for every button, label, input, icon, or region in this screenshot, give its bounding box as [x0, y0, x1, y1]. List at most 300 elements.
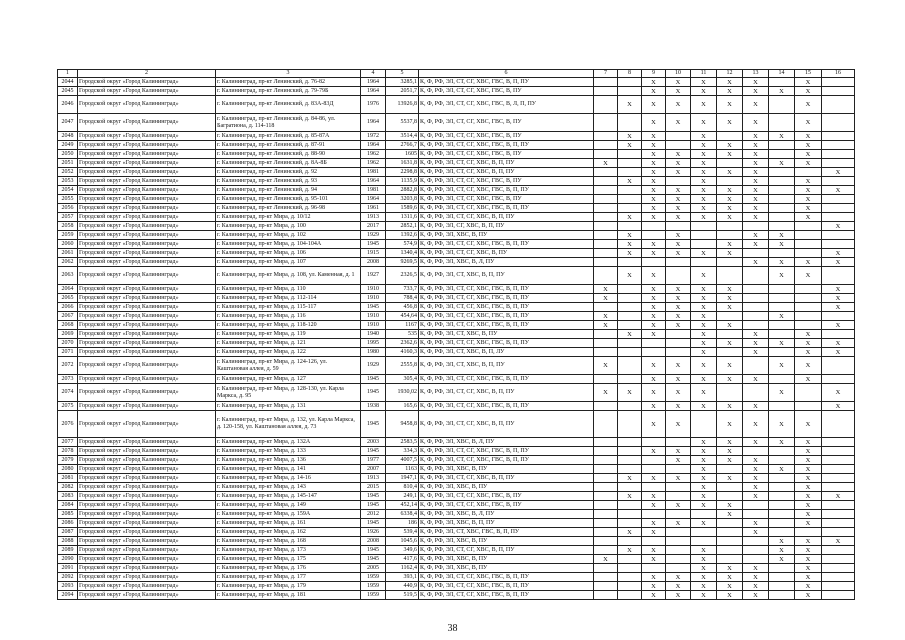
- mark-cell: [717, 384, 743, 402]
- mark-cell: X: [743, 213, 769, 222]
- year-cell: 1995: [361, 339, 386, 348]
- year-cell: 1945: [361, 546, 386, 555]
- mark-cell: X: [795, 357, 822, 375]
- area-cell: 440,9: [386, 582, 419, 591]
- document-table-container: [57, 69, 854, 600]
- address-cell: г. Калининград, пр-кт Ленинский, д. 76-82: [216, 78, 361, 87]
- mark-cell: [717, 132, 743, 141]
- table-row: [58, 555, 855, 564]
- mark-cell: [594, 465, 618, 474]
- area-cell: 2852,1: [386, 222, 419, 231]
- mark-cell: [717, 546, 743, 555]
- table-row: [58, 159, 855, 168]
- row-number-cell: 2087: [58, 528, 78, 537]
- mark-cell: X: [795, 501, 822, 510]
- row-number-cell: 2086: [58, 519, 78, 528]
- mark-cell: X: [666, 213, 691, 222]
- mark-cell: [795, 294, 822, 303]
- row-number-cell: 2079: [58, 456, 78, 465]
- mark-cell: [594, 330, 618, 339]
- mark-cell: X: [795, 492, 822, 501]
- mark-cell: X: [691, 141, 717, 150]
- area-cell: 4007,5: [386, 456, 419, 465]
- address-cell: г. Калининград, пр-кт Ленинский, д. 93: [216, 177, 361, 186]
- mark-cell: X: [618, 546, 642, 555]
- district-cell: Городской округ «Город Калининград»: [78, 357, 216, 375]
- mark-cell: X: [691, 186, 717, 195]
- mark-cell: X: [642, 555, 666, 564]
- mark-cell: X: [691, 339, 717, 348]
- services-cell: К, Ф, РФ, ЭЛ, СТ, СГ, ХВС, ГВС, В, П, ПУ: [419, 582, 594, 591]
- mark-cell: [769, 519, 795, 528]
- mark-cell: [618, 195, 642, 204]
- mark-cell: [769, 222, 795, 231]
- area-cell: 1045,6: [386, 537, 419, 546]
- table-row: [58, 438, 855, 447]
- table-row: [58, 132, 855, 141]
- year-cell: 1940: [361, 330, 386, 339]
- mark-cell: X: [691, 546, 717, 555]
- area-cell: 1135,9: [386, 177, 419, 186]
- mark-cell: [618, 402, 642, 411]
- mark-cell: X: [717, 249, 743, 258]
- mark-cell: X: [717, 438, 743, 447]
- year-cell: 2008: [361, 258, 386, 267]
- mark-cell: X: [618, 213, 642, 222]
- mark-cell: X: [642, 573, 666, 582]
- area-cell: 2326,5: [386, 267, 419, 285]
- table-row: [58, 492, 855, 501]
- year-cell: 1964: [361, 114, 386, 132]
- mark-cell: X: [666, 582, 691, 591]
- mark-cell: [594, 582, 618, 591]
- district-cell: Городской округ «Город Калининград»: [78, 222, 216, 231]
- mark-cell: [594, 492, 618, 501]
- services-cell: К, Ф, РФ, ЭЛ, ХВС, В, ПУ: [419, 537, 594, 546]
- mark-cell: [743, 321, 769, 330]
- mark-cell: X: [642, 150, 666, 159]
- mark-cell: X: [594, 357, 618, 375]
- area-cell: 2555,8: [386, 357, 419, 375]
- address-cell: г. Калининград, пр-кт Мира, д. 112-114: [216, 294, 361, 303]
- services-cell: К, Ф, РФ, ЭЛ, СТ, СГ, ХВС, ГВС, В, П, ПУ: [419, 402, 594, 411]
- mark-cell: X: [717, 78, 743, 87]
- mark-cell: X: [666, 501, 691, 510]
- mark-cell: [822, 141, 855, 150]
- mark-cell: [822, 528, 855, 537]
- mark-cell: X: [691, 564, 717, 573]
- year-cell: 1972: [361, 132, 386, 141]
- mark-cell: [618, 573, 642, 582]
- mark-cell: X: [691, 285, 717, 294]
- mark-cell: X: [618, 240, 642, 249]
- mark-cell: [769, 348, 795, 357]
- area-cell: 1311,6: [386, 213, 419, 222]
- table-row: [58, 474, 855, 483]
- mark-cell: X: [822, 294, 855, 303]
- mark-cell: X: [642, 321, 666, 330]
- address-cell: г. Калининград, пр-кт Ленинский, д. 95-101: [216, 195, 361, 204]
- mark-cell: X: [642, 114, 666, 132]
- mark-cell: X: [743, 177, 769, 186]
- mark-cell: [666, 267, 691, 285]
- header-cell: 10: [666, 70, 691, 78]
- mark-cell: [642, 438, 666, 447]
- address-cell: г. Калининград, пр-кт Мира, д. 108, ул. Каменная, д. 1: [216, 267, 361, 285]
- mark-cell: [594, 132, 618, 141]
- services-cell: К, Ф, РФ, ЭЛ, СТ, СГ, ХВС, ГВС, В, ПУ: [419, 132, 594, 141]
- mark-cell: X: [594, 321, 618, 330]
- mark-cell: [822, 438, 855, 447]
- mark-cell: [594, 411, 618, 438]
- mark-cell: X: [743, 582, 769, 591]
- mark-cell: X: [795, 555, 822, 564]
- year-cell: 2005: [361, 564, 386, 573]
- year-cell: 1945: [361, 240, 386, 249]
- mark-cell: X: [743, 492, 769, 501]
- mark-cell: X: [743, 564, 769, 573]
- mark-cell: X: [822, 492, 855, 501]
- mark-cell: [691, 231, 717, 240]
- mark-cell: X: [795, 591, 822, 600]
- mark-cell: X: [795, 438, 822, 447]
- mark-cell: X: [769, 555, 795, 564]
- mark-cell: X: [769, 231, 795, 240]
- mark-cell: X: [795, 348, 822, 357]
- address-cell: г. Калининград, пр-кт Мира, д. 149: [216, 501, 361, 510]
- mark-cell: [822, 546, 855, 555]
- mark-cell: X: [691, 591, 717, 600]
- district-cell: Городской округ «Город Калининград»: [78, 312, 216, 321]
- table-row: [58, 501, 855, 510]
- mark-cell: X: [822, 186, 855, 195]
- mark-cell: [743, 294, 769, 303]
- table-row: [58, 96, 855, 114]
- mark-cell: [594, 564, 618, 573]
- year-cell: 1910: [361, 312, 386, 321]
- table-row: [58, 249, 855, 258]
- address-cell: г. Калининград, пр-кт Ленинский, д. 92: [216, 168, 361, 177]
- mark-cell: [666, 330, 691, 339]
- table-row: [58, 312, 855, 321]
- mark-cell: [594, 204, 618, 213]
- year-cell: 1945: [361, 555, 386, 564]
- row-number-cell: 2084: [58, 501, 78, 510]
- mark-cell: X: [691, 78, 717, 87]
- mark-cell: X: [795, 483, 822, 492]
- table-row: [58, 222, 855, 231]
- mark-cell: X: [769, 87, 795, 96]
- row-number-cell: 2077: [58, 438, 78, 447]
- mark-cell: X: [717, 402, 743, 411]
- mark-cell: X: [618, 474, 642, 483]
- year-cell: 1980: [361, 348, 386, 357]
- services-cell: К, Ф, РФ, ЭЛ, СТ, СГ, ХВС, В, П, ПУ: [419, 546, 594, 555]
- mark-cell: X: [642, 501, 666, 510]
- district-cell: Городской округ «Город Калининград»: [78, 132, 216, 141]
- mark-cell: [743, 501, 769, 510]
- address-cell: г. Калининград, пр-кт Ленинский, д. 88-90: [216, 150, 361, 159]
- row-number-cell: 2065: [58, 294, 78, 303]
- mark-cell: X: [691, 465, 717, 474]
- table-row: [58, 168, 855, 177]
- services-cell: К, Ф, РФ, ЭЛ, СГ, ХВС, В, П, ПУ: [419, 222, 594, 231]
- mark-cell: [822, 87, 855, 96]
- row-number-cell: 2094: [58, 591, 78, 600]
- mark-cell: X: [594, 285, 618, 294]
- row-number-cell: 2085: [58, 510, 78, 519]
- mark-cell: X: [594, 294, 618, 303]
- area-cell: 1631,8: [386, 159, 419, 168]
- mark-cell: X: [743, 132, 769, 141]
- services-cell: К, Ф, РФ, ЭЛ, СТ, СГ, ХВС, ГВС, В, П, ПУ: [419, 186, 594, 195]
- mark-cell: [769, 330, 795, 339]
- area-cell: 3285,1: [386, 78, 419, 87]
- mark-cell: [666, 546, 691, 555]
- mark-cell: [795, 528, 822, 537]
- district-cell: Городской округ «Город Калининград»: [78, 141, 216, 150]
- mark-cell: [666, 222, 691, 231]
- row-number-cell: 2069: [58, 330, 78, 339]
- mark-cell: X: [743, 87, 769, 96]
- row-number-cell: 2071: [58, 348, 78, 357]
- mark-cell: X: [642, 249, 666, 258]
- area-cell: 1167: [386, 321, 419, 330]
- mark-cell: [769, 204, 795, 213]
- services-cell: К, Ф, РФ, ЭЛ, СТ, ХВС, В, П, ПУ: [419, 267, 594, 285]
- year-cell: 1945: [361, 447, 386, 456]
- mark-cell: [594, 249, 618, 258]
- mark-cell: X: [717, 501, 743, 510]
- district-cell: Городской округ «Город Калининград»: [78, 573, 216, 582]
- mark-cell: X: [743, 150, 769, 159]
- mark-cell: X: [717, 168, 743, 177]
- mark-cell: [642, 231, 666, 240]
- area-cell: 9458,8: [386, 411, 419, 438]
- area-cell: 13926,8: [386, 96, 419, 114]
- mark-cell: X: [795, 78, 822, 87]
- year-cell: 1959: [361, 591, 386, 600]
- year-cell: 1976: [361, 96, 386, 114]
- mark-cell: [594, 456, 618, 465]
- mark-cell: [642, 483, 666, 492]
- services-cell: К, Ф, РФ, ЭЛ, СТ, СГ, ХВС, ГВС, В, ПУ: [419, 492, 594, 501]
- mark-cell: [795, 312, 822, 321]
- district-cell: Городской округ «Город Калининград»: [78, 474, 216, 483]
- district-cell: Городской округ «Город Калининград»: [78, 519, 216, 528]
- services-cell: К, Ф, РФ, ЭЛ, СТ, СГ, ХВС, ГВС, В, П, ПУ: [419, 78, 594, 87]
- mark-cell: X: [795, 96, 822, 114]
- mark-cell: X: [795, 375, 822, 384]
- mark-cell: X: [795, 582, 822, 591]
- table-row: [58, 303, 855, 312]
- row-number-cell: 2045: [58, 87, 78, 96]
- mark-cell: X: [769, 357, 795, 375]
- mark-cell: [822, 78, 855, 87]
- mark-cell: [769, 303, 795, 312]
- table-row: [58, 456, 855, 465]
- services-cell: К, Ф, РФ, ЭЛ, ХВС, В, Л, ПУ: [419, 258, 594, 267]
- table-row: [58, 528, 855, 537]
- mark-cell: [769, 141, 795, 150]
- mark-cell: X: [691, 348, 717, 357]
- services-cell: К, Ф, РФ, ЭЛ, СТ, СГ, ХВС, В, П, ПУ: [419, 213, 594, 222]
- mark-cell: [618, 204, 642, 213]
- row-number-cell: 2064: [58, 285, 78, 294]
- address-cell: г. Калининград, пр-кт Мира, д. 121: [216, 339, 361, 348]
- header-cell: 5: [386, 70, 419, 78]
- mark-cell: X: [666, 591, 691, 600]
- mark-cell: [594, 519, 618, 528]
- mark-cell: X: [642, 312, 666, 321]
- mark-cell: [666, 555, 691, 564]
- services-cell: К, Ф, РФ, ЭЛ, СТ, ХВС, В, П, ЛУ: [419, 348, 594, 357]
- mark-cell: [769, 375, 795, 384]
- mark-cell: X: [822, 537, 855, 546]
- mark-cell: X: [666, 456, 691, 465]
- mark-cell: [795, 384, 822, 402]
- address-cell: г. Калининград, пр-кт Мира, д. 10/12: [216, 213, 361, 222]
- mark-cell: [618, 447, 642, 456]
- mark-cell: [769, 150, 795, 159]
- mark-cell: [594, 231, 618, 240]
- services-cell: К, Ф, РФ, ЭЛ, СТ, СГ, ХВС, ГВС, В, П, ПУ: [419, 456, 594, 465]
- mark-cell: X: [666, 285, 691, 294]
- row-number-cell: 2066: [58, 303, 78, 312]
- mark-cell: X: [666, 195, 691, 204]
- mark-cell: X: [769, 312, 795, 321]
- year-cell: 1945: [361, 375, 386, 384]
- year-cell: 1981: [361, 186, 386, 195]
- mark-cell: X: [642, 402, 666, 411]
- mark-cell: X: [795, 186, 822, 195]
- mark-cell: [618, 285, 642, 294]
- address-cell: г. Калининград, пр-кт Мира, д. 116: [216, 312, 361, 321]
- district-cell: Городской округ «Город Калининград»: [78, 78, 216, 87]
- district-cell: Городской округ «Город Калининград»: [78, 528, 216, 537]
- mark-cell: X: [666, 150, 691, 159]
- mark-cell: [594, 150, 618, 159]
- mark-cell: X: [691, 114, 717, 132]
- mark-cell: X: [769, 384, 795, 402]
- table-row: [58, 330, 855, 339]
- header-cell: 11: [691, 70, 717, 78]
- mark-cell: [769, 528, 795, 537]
- row-number-cell: 2058: [58, 222, 78, 231]
- mark-cell: [642, 564, 666, 573]
- district-cell: Городской округ «Город Калининград»: [78, 384, 216, 402]
- services-cell: К, Ф, РФ, ЭЛ, СТ, СГ, ХВС, ГВС, В, П, ПУ: [419, 573, 594, 582]
- mark-cell: [795, 285, 822, 294]
- mark-cell: X: [642, 141, 666, 150]
- year-cell: 1910: [361, 294, 386, 303]
- area-cell: 305,4: [386, 375, 419, 384]
- mark-cell: X: [691, 501, 717, 510]
- area-cell: 417,6: [386, 555, 419, 564]
- mark-cell: X: [795, 330, 822, 339]
- mark-cell: [594, 510, 618, 519]
- row-number-cell: 2082: [58, 483, 78, 492]
- table-row: [58, 114, 855, 132]
- year-cell: 1945: [361, 492, 386, 501]
- mark-cell: X: [642, 474, 666, 483]
- mark-cell: X: [666, 159, 691, 168]
- mark-cell: X: [717, 213, 743, 222]
- mark-cell: [618, 375, 642, 384]
- mark-cell: X: [795, 510, 822, 519]
- area-cell: 452,14: [386, 501, 419, 510]
- mark-cell: [618, 465, 642, 474]
- address-cell: г. Калининград, пр-кт Мира, д. 159А: [216, 510, 361, 519]
- row-number-cell: 2062: [58, 258, 78, 267]
- mark-cell: [743, 285, 769, 294]
- address-cell: г. Калининград, пр-кт Мира, д. 162: [216, 528, 361, 537]
- area-cell: 3203,8: [386, 195, 419, 204]
- mark-cell: X: [743, 168, 769, 177]
- year-cell: 1964: [361, 195, 386, 204]
- mark-cell: X: [691, 213, 717, 222]
- mark-cell: X: [642, 168, 666, 177]
- table-row: [58, 87, 855, 96]
- services-cell: К, Ф, РФ, ЭЛ, ХВС, В, ПУ: [419, 555, 594, 564]
- mark-cell: [594, 474, 618, 483]
- mark-cell: X: [822, 168, 855, 177]
- mark-cell: X: [642, 177, 666, 186]
- header-cell: 7: [594, 70, 618, 78]
- mark-cell: [666, 141, 691, 150]
- mark-cell: X: [618, 384, 642, 402]
- services-cell: К, Ф, РФ, ЭЛ, СТ, СГ, ХВС, ГВС, В, П, ПУ: [419, 321, 594, 330]
- mark-cell: [594, 447, 618, 456]
- services-cell: К, Ф, РФ, ЭЛ, СТ, СГ, ХВС, ГВС, В, ПУ: [419, 501, 594, 510]
- header-cell: 4: [361, 70, 386, 78]
- row-number-cell: 2088: [58, 537, 78, 546]
- row-number-cell: 2092: [58, 573, 78, 582]
- mark-cell: X: [717, 510, 743, 519]
- mark-cell: [769, 456, 795, 465]
- mark-cell: X: [717, 375, 743, 384]
- year-cell: 2015: [361, 483, 386, 492]
- mark-cell: [717, 159, 743, 168]
- mark-cell: [594, 402, 618, 411]
- mark-cell: X: [642, 285, 666, 294]
- mark-cell: [594, 186, 618, 195]
- mark-cell: [618, 114, 642, 132]
- mark-cell: [594, 375, 618, 384]
- district-cell: Городской округ «Город Калининград»: [78, 114, 216, 132]
- mark-cell: [769, 591, 795, 600]
- mark-cell: X: [642, 294, 666, 303]
- year-cell: 1945: [361, 384, 386, 402]
- mark-cell: [642, 456, 666, 465]
- mark-cell: [594, 573, 618, 582]
- mark-cell: X: [743, 519, 769, 528]
- mark-cell: X: [691, 438, 717, 447]
- mark-cell: [618, 186, 642, 195]
- mark-cell: [822, 132, 855, 141]
- mark-cell: X: [769, 132, 795, 141]
- table-row: [58, 141, 855, 150]
- mark-cell: [769, 510, 795, 519]
- row-number-cell: 2061: [58, 249, 78, 258]
- header-cell: 2: [78, 70, 216, 78]
- mark-cell: X: [666, 87, 691, 96]
- services-cell: К, Ф, РФ, ЭЛ, СТ, СГ, ХВС, ГВС, В, П, ПУ: [419, 447, 594, 456]
- year-cell: 2012: [361, 510, 386, 519]
- mark-cell: X: [642, 384, 666, 402]
- mark-cell: [642, 222, 666, 231]
- district-cell: Городской округ «Город Калининград»: [78, 96, 216, 114]
